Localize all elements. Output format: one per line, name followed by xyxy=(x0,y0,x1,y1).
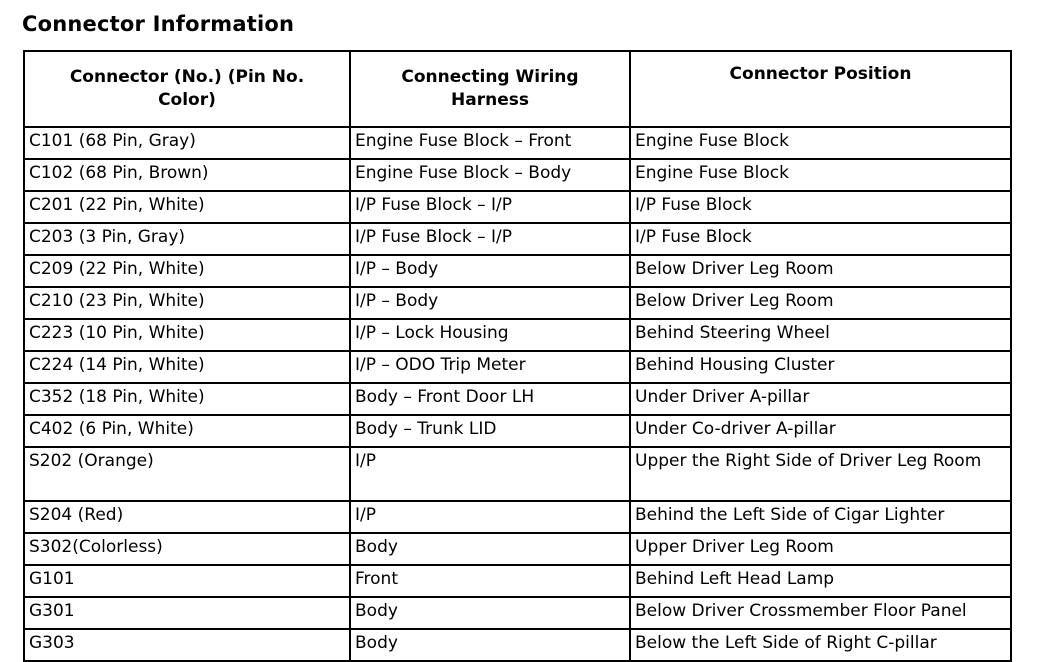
column-header-harness: Connecting Wiring Harness xyxy=(350,51,630,127)
harness-cell: I/P – ODO Trip Meter xyxy=(350,351,630,383)
connector-cell: S204 (Red) xyxy=(24,501,350,533)
harness-cell: Body – Trunk LID xyxy=(350,415,630,447)
table-row xyxy=(24,501,1011,533)
position-cell: Engine Fuse Block xyxy=(630,159,1011,191)
position-cell: Behind the Left Side of Cigar Lighter xyxy=(630,501,1011,533)
table-row xyxy=(24,597,1011,629)
position-cell: Behind Left Head Lamp xyxy=(630,565,1011,597)
position-cell: Below Driver Leg Room xyxy=(630,255,1011,287)
harness-cell: I/P xyxy=(350,447,630,501)
connector-cell: C201 (22 Pin, White) xyxy=(24,191,350,223)
table-row xyxy=(24,447,1011,501)
column-header-connector: Connector (No.) (Pin No. Color) xyxy=(24,51,350,127)
position-cell: Behind Housing Cluster xyxy=(630,351,1011,383)
page-title: Connector Information xyxy=(22,12,295,36)
harness-cell: I/P – Body xyxy=(350,287,630,319)
table-row xyxy=(24,629,1011,661)
position-cell: Under Driver A-pillar xyxy=(630,383,1011,415)
table-row xyxy=(24,351,1011,383)
connector-cell: G303 xyxy=(24,629,350,661)
connector-cell: C209 (22 Pin, White) xyxy=(24,255,350,287)
connector-cell: G101 xyxy=(24,565,350,597)
harness-cell: Engine Fuse Block – Body xyxy=(350,159,630,191)
harness-cell: I/P Fuse Block – I/P xyxy=(350,223,630,255)
harness-cell: Body xyxy=(350,533,630,565)
table-row xyxy=(24,565,1011,597)
table-row xyxy=(24,255,1011,287)
harness-cell: I/P Fuse Block – I/P xyxy=(350,191,630,223)
position-cell: I/P Fuse Block xyxy=(630,191,1011,223)
harness-cell: Body – Front Door LH xyxy=(350,383,630,415)
table-row xyxy=(24,319,1011,351)
connector-cell: C101 (68 Pin, Gray) xyxy=(24,127,350,159)
position-cell: Below Driver Leg Room xyxy=(630,287,1011,319)
harness-cell: Body xyxy=(350,597,630,629)
harness-cell: Engine Fuse Block – Front xyxy=(350,127,630,159)
table-row xyxy=(24,533,1011,565)
connector-cell: C223 (10 Pin, White) xyxy=(24,319,350,351)
connector-cell: C352 (18 Pin, White) xyxy=(24,383,350,415)
table-row xyxy=(24,159,1011,191)
connector-cell: C224 (14 Pin, White) xyxy=(24,351,350,383)
table-header-row xyxy=(24,51,1011,127)
position-cell: Behind Steering Wheel xyxy=(630,319,1011,351)
connector-cell: G301 xyxy=(24,597,350,629)
connector-cell: C210 (23 Pin, White) xyxy=(24,287,350,319)
connector-cell: S202 (Orange) xyxy=(24,447,350,501)
column-header-position: Connector Position xyxy=(630,51,1011,127)
table-row xyxy=(24,127,1011,159)
harness-cell: I/P – Lock Housing xyxy=(350,319,630,351)
position-cell: Engine Fuse Block xyxy=(630,127,1011,159)
harness-cell: I/P xyxy=(350,501,630,533)
position-cell: Upper the Right Side of Driver Leg Room xyxy=(630,447,1011,501)
harness-cell: I/P – Body xyxy=(350,255,630,287)
connector-table xyxy=(23,50,1012,662)
table-row xyxy=(24,415,1011,447)
harness-cell: Front xyxy=(350,565,630,597)
table-row xyxy=(24,223,1011,255)
connector-cell: C402 (6 Pin, White) xyxy=(24,415,350,447)
position-cell: I/P Fuse Block xyxy=(630,223,1011,255)
table-row xyxy=(24,191,1011,223)
table-row xyxy=(24,287,1011,319)
connector-cell: S302(Colorless) xyxy=(24,533,350,565)
position-cell: Below the Left Side of Right C-pillar xyxy=(630,629,1011,661)
table-row xyxy=(24,383,1011,415)
position-cell: Below Driver Crossmember Floor Panel xyxy=(630,597,1011,629)
connector-cell: C203 (3 Pin, Gray) xyxy=(24,223,350,255)
position-cell: Under Co-driver A-pillar xyxy=(630,415,1011,447)
connector-cell: C102 (68 Pin, Brown) xyxy=(24,159,350,191)
harness-cell: Body xyxy=(350,629,630,661)
position-cell: Upper Driver Leg Room xyxy=(630,533,1011,565)
